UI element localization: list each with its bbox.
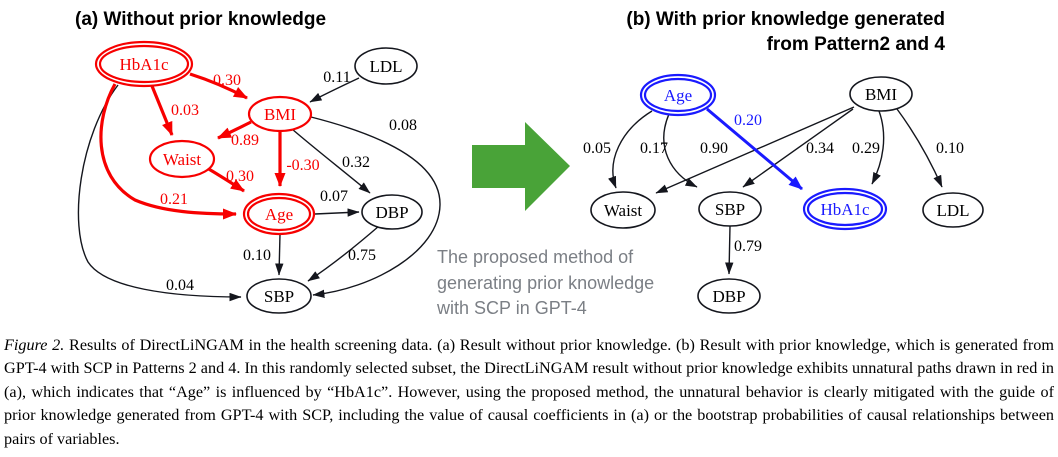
edge-label-b-age-waist: 0.05 (583, 140, 611, 157)
edge-label-b-bmi-waist: 0.90 (700, 140, 728, 157)
edge-label-a-waist-age: 0.30 (226, 168, 254, 185)
edge-label-a-hba1c-bmi: 0.30 (213, 72, 241, 89)
edge-label-b-sbp-dbp: 0.79 (734, 238, 762, 255)
edge-label-a-bmi-age: -0.30 (286, 157, 320, 174)
edge-label-b-bmi-ldl: 0.10 (936, 140, 964, 157)
figure-caption-prefix: Figure 2. (4, 336, 65, 354)
method-annotation-line1: The proposed method of (437, 247, 634, 267)
edge-label-a-dbp-sbp: 0.75 (348, 247, 376, 264)
node-a-bmi-label: BMI (263, 105, 297, 124)
edge-label-a-hba1c-sbp: 0.04 (166, 277, 194, 294)
edge-label-a-bmi-sbp: 0.08 (389, 117, 417, 134)
node-b-ldl-label: LDL (936, 201, 970, 220)
edge-b-sbp-dbp (729, 226, 730, 274)
edge-label-a-age-dbp: 0.07 (320, 188, 348, 205)
node-b-bmi (850, 77, 912, 111)
node-b-hba1c-label: HbA1c (820, 200, 870, 219)
node-a-ldl-label: LDL (369, 57, 403, 76)
node-b-waist (591, 192, 655, 228)
node-b-age-label: Age (663, 86, 693, 105)
node-a-age-label: Age (264, 205, 294, 224)
edge-label-b-bmi-hba1c: 0.29 (852, 140, 880, 157)
node-a-dbp-label: DBP (375, 203, 409, 222)
edge-b-age-sbp (664, 114, 697, 187)
node-a-sbp-label: SBP (263, 287, 295, 306)
node-a-age (244, 194, 314, 234)
edge-label-b-age-hba1c: 0.20 (734, 112, 762, 129)
node-b-age (641, 75, 715, 115)
node-b-ldl (923, 193, 983, 227)
node-a-ldl (355, 48, 417, 84)
panel-b-title-line2: from Pattern2 and 4 (766, 34, 945, 55)
edge-label-b-bmi-sbp: 0.34 (806, 140, 834, 157)
node-a-waist-label: Waist (162, 150, 202, 169)
node-a-sbp (247, 279, 311, 313)
node-b-dbp-label: DBP (712, 287, 746, 306)
node-a-hba1c-label: HbA1c (119, 55, 169, 74)
edge-label-a-hba1c-age: 0.21 (160, 191, 188, 208)
panel-a-graph (78, 42, 440, 313)
node-a-dbp (362, 195, 422, 229)
edge-label-a-bmi-dbp: 0.32 (342, 154, 370, 171)
method-annotation (437, 245, 654, 322)
edge-a-age-sbp (279, 234, 280, 275)
panel-b-title-line1: (b) With prior knowledge generated (626, 9, 945, 30)
node-b-hba1c (804, 189, 886, 229)
figure-caption (4, 334, 1054, 451)
node-b-waist-label: Waist (603, 201, 643, 220)
node-b-sbp-label: SBP (714, 200, 746, 219)
method-annotation-line2: generating prior knowledge (437, 272, 655, 293)
edge-label-b-age-sbp: 0.17 (640, 140, 668, 157)
edge-label-a-bmi-waist: 0.89 (231, 132, 259, 149)
method-annotation-line3: with SCP in GPT-4 (437, 298, 587, 318)
node-b-dbp (698, 279, 760, 313)
edge-a-age-dbp (315, 212, 359, 214)
edge-a-hba1c-waist (152, 86, 172, 135)
edge-label-a-hba1c-waist: 0.03 (171, 102, 199, 119)
node-a-bmi (249, 97, 311, 131)
panel-a-title: (a) Without prior knowledge (75, 9, 327, 30)
node-b-sbp (699, 192, 761, 226)
figure-caption-text: Results of DirectLiNGAM in the health screening data. (a) Result without prior knowledge. (b) Result with prior knowledge, which is generated from GPT-4 with SCP in Patterns 2 and 4. In this randomly selected subset, the DirectLiNGAM result without prior knowledge exhibits unnatural paths drawn in red in (a), which indicates that “Age” is influenced by “HbA1c”. However, using the proposed method, the unnatural behavior is clearly mitigated with the guide of prior knowledge generated from GPT-4 with SCP, including the value of causal coefficients in (a) or the bootstrap probabilities of causal relationships between pairs of variables. (4, 336, 1054, 448)
node-b-bmi-label: BMI (864, 85, 898, 104)
node-a-hba1c (96, 42, 192, 86)
edge-label-a-ldl-bmi: 0.11 (323, 69, 351, 86)
node-a-waist (150, 141, 214, 177)
edge-label-a-age-sbp: 0.10 (243, 247, 271, 264)
transform-arrow-icon (472, 122, 570, 211)
